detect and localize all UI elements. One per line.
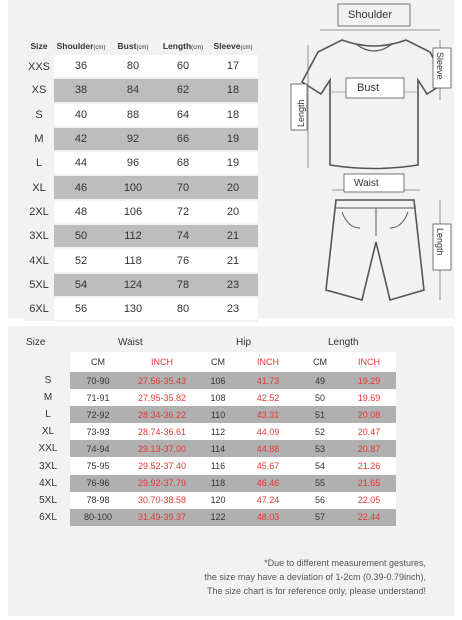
- bust-label: Bust: [357, 82, 380, 94]
- length-label: Length: [296, 99, 306, 127]
- cell-len-in: 22.05: [342, 492, 396, 509]
- cell-waist-in: 27.56-35.43: [126, 372, 198, 389]
- cell-size: M: [24, 127, 54, 151]
- cell-length: 76: [158, 248, 208, 272]
- header-hip: Hip: [236, 336, 252, 348]
- cell-size: XXL: [26, 440, 70, 457]
- table-row: [26, 509, 396, 526]
- cell-length: 62: [158, 78, 208, 102]
- shorts-size-table: [26, 332, 396, 526]
- cell-hip-cm: 120: [198, 492, 238, 509]
- cell-len-in: 22.44: [342, 509, 396, 526]
- cell-sleeve: 17: [208, 55, 258, 78]
- shorts-length-label: Length: [435, 228, 445, 256]
- cell-len-cm: 53: [298, 440, 342, 457]
- table-row: [26, 406, 396, 423]
- table-row: [24, 127, 258, 151]
- table-row: [24, 248, 258, 272]
- cell-hip-cm: 122: [198, 509, 238, 526]
- shorts-table-unit-header: [26, 352, 396, 372]
- cell-len-in: 20.87: [342, 440, 396, 457]
- cell-length: 70: [158, 175, 208, 199]
- cell-hip-cm: 116: [198, 457, 238, 474]
- table-row: [26, 440, 396, 457]
- cell-hip-in: 42.52: [238, 389, 298, 406]
- header-size: Size: [26, 336, 46, 348]
- note-line: *Due to different measurement gestures,: [264, 558, 426, 568]
- cell-size: 6XL: [24, 297, 54, 321]
- cell-bust: 118: [108, 248, 158, 272]
- cell-shoulder: 52: [54, 248, 108, 272]
- unit-cm: CM: [70, 352, 126, 372]
- cell-waist-in: 28.34-36.22: [126, 406, 198, 423]
- cell-len-cm: 54: [298, 457, 342, 474]
- tshirt-outline: [302, 40, 446, 169]
- cell-sleeve: 19: [208, 127, 258, 151]
- unit-inch: INCH: [342, 352, 396, 372]
- unit-inch: INCH: [126, 352, 198, 372]
- cell-size: 2XL: [24, 200, 54, 224]
- cell-bust: 112: [108, 224, 158, 248]
- cell-size: 4XL: [26, 475, 70, 492]
- cell-bust: 100: [108, 175, 158, 199]
- cell-len-in: 19.69: [342, 389, 396, 406]
- header-sleeve: Sleeve(cm): [213, 41, 253, 51]
- cell-waist-in: 28.74-36.61: [126, 423, 198, 440]
- cell-hip-cm: 112: [198, 423, 238, 440]
- cell-waist-in: 27.95-35.82: [126, 389, 198, 406]
- table-row: [24, 200, 258, 224]
- unit-inch: INCH: [238, 352, 298, 372]
- cell-size: S: [26, 372, 70, 389]
- cell-size: 3XL: [24, 224, 54, 248]
- cell-waist-cm: 74-94: [70, 440, 126, 457]
- table-row: [24, 297, 258, 321]
- cell-shoulder: 56: [54, 297, 108, 321]
- header-length: Length: [328, 336, 359, 348]
- cell-length: 72: [158, 200, 208, 224]
- header-length: Length(cm): [162, 41, 204, 51]
- cell-hip-in: 47.24: [238, 492, 298, 509]
- cell-bust: 88: [108, 103, 158, 127]
- cell-shoulder: 44: [54, 151, 108, 175]
- note-line: The size chart is for reference only, please understand!: [207, 586, 426, 596]
- cell-size: 5XL: [24, 273, 54, 297]
- cell-len-cm: 55: [298, 475, 342, 492]
- cell-shoulder: 38: [54, 78, 108, 102]
- cell-sleeve: 23: [208, 273, 258, 297]
- cell-bust: 80: [108, 55, 158, 78]
- cell-length: 80: [158, 297, 208, 321]
- waist-label: Waist: [354, 178, 379, 189]
- cell-bust: 124: [108, 273, 158, 297]
- cell-len-cm: 52: [298, 423, 342, 440]
- unit-cm: CM: [198, 352, 238, 372]
- table-row: [26, 423, 396, 440]
- cell-size: L: [24, 151, 54, 175]
- cell-bust: 92: [108, 127, 158, 151]
- cell-len-in: 21.65: [342, 475, 396, 492]
- table-row: [24, 151, 258, 175]
- cell-hip-in: 44.88: [238, 440, 298, 457]
- table-row: [24, 175, 258, 199]
- table-row: [26, 389, 396, 406]
- cell-hip-in: 44.09: [238, 423, 298, 440]
- table-row: [24, 78, 258, 102]
- cell-len-in: 20.47: [342, 423, 396, 440]
- cell-hip-cm: 114: [198, 440, 238, 457]
- cell-bust: 130: [108, 297, 158, 321]
- cell-waist-cm: 78-98: [70, 492, 126, 509]
- cell-waist-in: 29.52-37.40: [126, 457, 198, 474]
- header-bust: Bust(cm): [117, 41, 149, 51]
- cell-shoulder: 36: [54, 55, 108, 78]
- cell-sleeve: 21: [208, 248, 258, 272]
- cell-len-in: 20.08: [342, 406, 396, 423]
- cell-length: 68: [158, 151, 208, 175]
- cell-len-cm: 57: [298, 509, 342, 526]
- cell-size: S: [24, 103, 54, 127]
- cell-size: 5XL: [26, 492, 70, 509]
- cell-sleeve: 18: [208, 103, 258, 127]
- cell-waist-cm: 71-91: [70, 389, 126, 406]
- cell-waist-cm: 72-92: [70, 406, 126, 423]
- cell-len-cm: 56: [298, 492, 342, 509]
- header-size: Size: [30, 41, 48, 51]
- cell-hip-cm: 108: [198, 389, 238, 406]
- cell-hip-in: 43.31: [238, 406, 298, 423]
- cell-sleeve: 20: [208, 175, 258, 199]
- measurement-note: [204, 556, 426, 598]
- tshirt-size-table: [24, 37, 258, 322]
- cell-sleeve: 19: [208, 151, 258, 175]
- table-row: [24, 103, 258, 127]
- cell-shoulder: 42: [54, 127, 108, 151]
- cell-shoulder: 40: [54, 103, 108, 127]
- cell-hip-in: 48.03: [238, 509, 298, 526]
- cell-hip-cm: 118: [198, 475, 238, 492]
- cell-len-cm: 49: [298, 372, 342, 389]
- cell-length: 66: [158, 127, 208, 151]
- cell-size: 3XL: [26, 457, 70, 474]
- cell-waist-in: 30.70-38.58: [126, 492, 198, 509]
- table-row: [24, 55, 258, 78]
- cell-sleeve: 18: [208, 78, 258, 102]
- cell-length: 74: [158, 224, 208, 248]
- cell-waist-cm: 73-93: [70, 423, 126, 440]
- cell-shoulder: 54: [54, 273, 108, 297]
- cell-hip-in: 45.67: [238, 457, 298, 474]
- cell-size: L: [26, 406, 70, 423]
- cell-shoulder: 48: [54, 200, 108, 224]
- cell-len-cm: 51: [298, 406, 342, 423]
- cell-hip-cm: 106: [198, 372, 238, 389]
- cell-size: XS: [24, 78, 54, 102]
- cell-waist-in: 29.92-37.79: [126, 475, 198, 492]
- cell-length: 78: [158, 273, 208, 297]
- cell-size: XXS: [24, 55, 54, 78]
- cell-waist-cm: 80-100: [70, 509, 126, 526]
- cell-waist-cm: 70-90: [70, 372, 126, 389]
- tshirt-table-header: [24, 37, 258, 55]
- cell-sleeve: 23: [208, 297, 258, 321]
- table-row: [26, 372, 396, 389]
- sleeve-label: Sleeve: [435, 52, 445, 80]
- cell-len-in: 19.29: [342, 372, 396, 389]
- cell-shoulder: 50: [54, 224, 108, 248]
- table-row: [24, 224, 258, 248]
- table-row: [26, 475, 396, 492]
- cell-bust: 96: [108, 151, 158, 175]
- note-line: the size may have a deviation of 1-2cm (0.39-0.79inch),: [204, 572, 426, 582]
- shoulder-label: Shoulder: [348, 9, 393, 21]
- header-shoulder: Shoulder(cm): [56, 41, 106, 51]
- cell-len-cm: 50: [298, 389, 342, 406]
- cell-waist-in: 29.13-37.00: [126, 440, 198, 457]
- table-row: [26, 457, 396, 474]
- cell-size: XL: [24, 175, 54, 199]
- cell-waist-cm: 76-96: [70, 475, 126, 492]
- cell-sleeve: 20: [208, 200, 258, 224]
- garment-diagram: [290, 0, 460, 320]
- shorts-table-group-header: [26, 332, 396, 352]
- cell-waist-in: 31.49-39.37: [126, 509, 198, 526]
- table-row: [24, 273, 258, 297]
- cell-length: 60: [158, 55, 208, 78]
- cell-waist-cm: 75-95: [70, 457, 126, 474]
- header-waist: Waist: [118, 336, 143, 348]
- cell-shoulder: 46: [54, 175, 108, 199]
- cell-hip-in: 41.73: [238, 372, 298, 389]
- cell-hip-cm: 110: [198, 406, 238, 423]
- cell-bust: 106: [108, 200, 158, 224]
- table-row: [26, 492, 396, 509]
- unit-cm: CM: [298, 352, 342, 372]
- cell-size: XL: [26, 423, 70, 440]
- cell-len-in: 21.26: [342, 457, 396, 474]
- cell-length: 64: [158, 103, 208, 127]
- cell-bust: 84: [108, 78, 158, 102]
- shorts-outline: [326, 200, 424, 300]
- cell-size: M: [26, 389, 70, 406]
- cell-sleeve: 21: [208, 224, 258, 248]
- cell-size: 6XL: [26, 509, 70, 526]
- cell-hip-in: 46.46: [238, 475, 298, 492]
- cell-size: 4XL: [24, 248, 54, 272]
